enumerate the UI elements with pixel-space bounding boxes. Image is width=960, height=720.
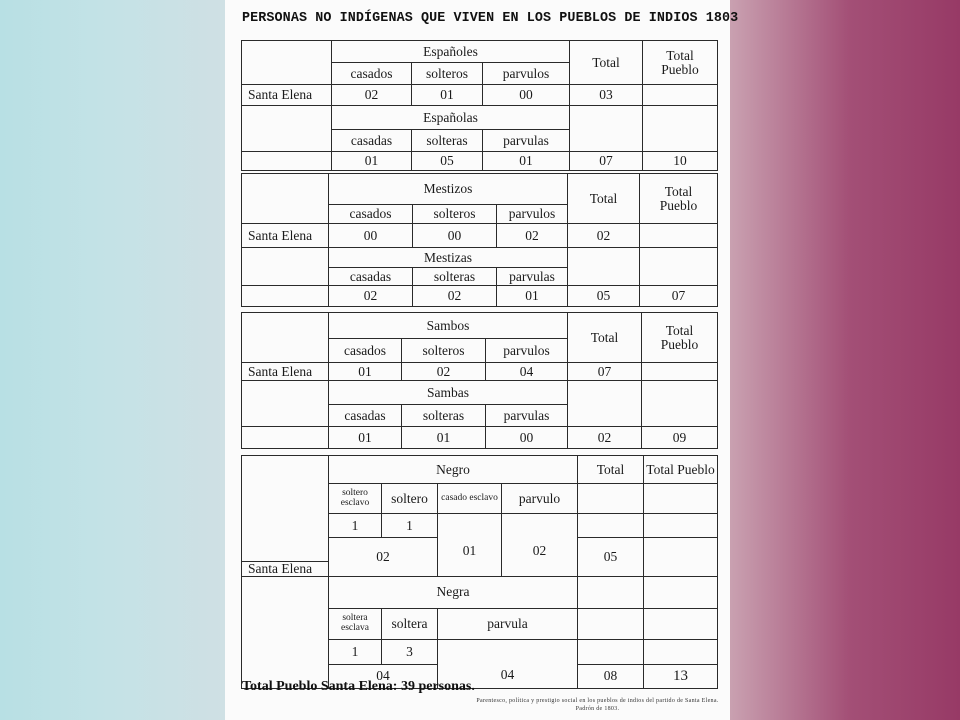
total-pueblo-header: Total Pueblo	[642, 313, 718, 363]
column-header: soltero esclavo	[329, 484, 382, 514]
value-cell: 00	[486, 427, 568, 449]
column-header: solteros	[413, 205, 497, 224]
value-cell: 00	[329, 224, 413, 248]
empty-cell	[578, 484, 644, 514]
table-negros	[241, 455, 718, 689]
empty-cell	[640, 248, 718, 286]
column-header: parvula	[438, 608, 578, 639]
place-label: Santa Elena	[242, 85, 332, 106]
column-header: parvulos	[483, 63, 570, 85]
caption-line: Parentesco, política y prestigio social en los pueblos de indios del partido de Santa Elena.	[476, 698, 719, 704]
group-header: Sambos	[329, 313, 568, 339]
empty-cell	[242, 248, 329, 286]
value-cell: 00	[413, 224, 497, 248]
total-cell: 05	[578, 538, 644, 577]
value-cell: 01	[412, 85, 483, 106]
value-cell: 02	[332, 85, 412, 106]
column-header: solteros	[412, 63, 483, 85]
column-header: casado esclavo	[438, 484, 502, 514]
empty-cell	[644, 484, 718, 514]
empty-cell	[644, 576, 718, 608]
value-cell: 00	[483, 85, 570, 106]
total-header: Total	[568, 174, 640, 224]
empty-cell	[242, 313, 329, 363]
column-header: parvulos	[486, 339, 568, 363]
caption-line: Padrón de 1803.	[575, 705, 620, 712]
value-cell: 01	[332, 152, 412, 171]
empty-cell	[578, 576, 644, 608]
column-header: parvulas	[486, 405, 568, 427]
empty-cell	[643, 85, 718, 106]
total-header: Total	[568, 313, 642, 363]
empty-cell	[644, 514, 718, 538]
total-cell: 03	[570, 85, 643, 106]
column-header: solteros	[402, 339, 486, 363]
empty-cell	[640, 224, 718, 248]
empty-cell	[242, 106, 332, 152]
value-cell: 02	[402, 363, 486, 381]
empty-cell	[568, 248, 640, 286]
total-cell: 05	[568, 286, 640, 307]
value-cell: 04	[438, 639, 578, 688]
column-header: casados	[329, 339, 402, 363]
table-mestizos	[241, 173, 718, 307]
column-header: solteras	[412, 130, 483, 152]
group-header: Españoles	[332, 41, 570, 63]
total-pueblo-cell: 13	[644, 664, 718, 688]
value-cell: 01	[402, 427, 486, 449]
value-cell: 04	[329, 664, 438, 688]
empty-cell	[242, 456, 329, 562]
table-sambos	[241, 312, 718, 449]
value-cell: 02	[502, 514, 578, 577]
column-header: parvulas	[483, 130, 570, 152]
empty-cell	[242, 152, 332, 171]
empty-cell	[578, 514, 644, 538]
total-pueblo-header: Total Pueblo	[643, 41, 718, 85]
empty-cell	[644, 538, 718, 577]
empty-cell	[242, 427, 329, 449]
group-header: Negro	[329, 456, 578, 484]
empty-cell	[242, 174, 329, 224]
column-header: soltera esclava	[329, 608, 382, 639]
empty-cell	[642, 381, 718, 427]
value-cell: 02	[329, 286, 413, 307]
value-cell: 02	[413, 286, 497, 307]
column-header: solteras	[413, 268, 497, 286]
total-header: Total	[578, 456, 644, 484]
column-header: soltera	[382, 608, 438, 639]
empty-cell	[568, 381, 642, 427]
value-cell: 04	[486, 363, 568, 381]
group-header: Mestizas	[329, 248, 568, 268]
value-cell: 01	[329, 363, 402, 381]
value-cell: 01	[483, 152, 570, 171]
total-cell: 08	[578, 664, 644, 688]
group-header: Sambas	[329, 381, 568, 405]
empty-cell	[578, 639, 644, 664]
total-pueblo-cell: 10	[643, 152, 718, 171]
value-cell: 1	[329, 514, 382, 538]
empty-cell	[642, 363, 718, 381]
column-header: casados	[329, 205, 413, 224]
empty-cell	[242, 576, 329, 688]
total-summary: Total Pueblo Santa Elena: 39 personas.	[242, 679, 475, 694]
group-header: Negra	[329, 576, 578, 608]
place-label: Santa Elena	[242, 224, 329, 248]
total-pueblo-cell: 09	[642, 427, 718, 449]
value-cell: 05	[412, 152, 483, 171]
value-cell: 02	[329, 538, 438, 577]
page-title: PERSONAS NO INDÍGENAS QUE VIVEN EN LOS PUEBLOS DE INDIOS 1803	[242, 11, 739, 26]
group-header: Mestizos	[329, 174, 568, 205]
column-header: parvulos	[497, 205, 568, 224]
column-header: casadas	[329, 405, 402, 427]
place-label: Santa Elena	[242, 363, 329, 381]
empty-cell	[242, 381, 329, 427]
value-cell: 01	[438, 514, 502, 577]
value-cell: 01	[329, 427, 402, 449]
column-header: casadas	[329, 268, 413, 286]
column-header: parvulo	[502, 484, 578, 514]
column-header: parvulas	[497, 268, 568, 286]
total-cell: 07	[570, 152, 643, 171]
empty-cell	[644, 608, 718, 639]
source-caption	[470, 698, 725, 713]
value-cell: 02	[497, 224, 568, 248]
total-header: Total	[570, 41, 643, 85]
value-cell: 1	[329, 639, 382, 664]
column-header: casados	[332, 63, 412, 85]
total-pueblo-header: Total Pueblo	[644, 456, 718, 484]
empty-cell	[570, 106, 643, 152]
column-header: casadas	[332, 130, 412, 152]
column-header: solteras	[402, 405, 486, 427]
table-espanoles	[241, 40, 718, 171]
total-cell: 02	[568, 427, 642, 449]
empty-cell	[644, 639, 718, 664]
empty-cell	[643, 106, 718, 152]
total-cell: 02	[568, 224, 640, 248]
empty-cell	[242, 41, 332, 85]
value-cell: 1	[382, 514, 438, 538]
total-pueblo-header: Total Pueblo	[640, 174, 718, 224]
column-header: soltero	[382, 484, 438, 514]
total-cell: 07	[568, 363, 642, 381]
place-label: Santa Elena	[242, 562, 329, 577]
empty-cell	[242, 286, 329, 307]
value-cell: 01	[497, 286, 568, 307]
empty-cell	[578, 608, 644, 639]
value-cell: 3	[382, 639, 438, 664]
total-pueblo-cell: 07	[640, 286, 718, 307]
group-header: Españolas	[332, 106, 570, 130]
